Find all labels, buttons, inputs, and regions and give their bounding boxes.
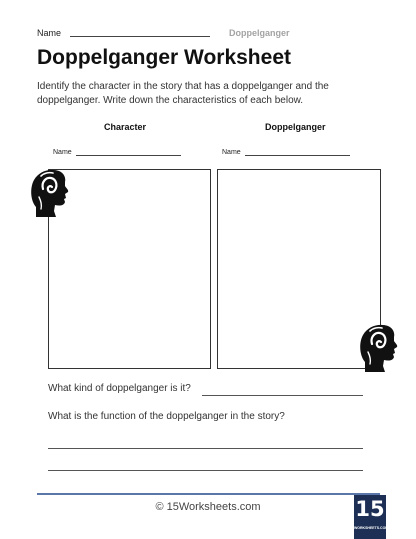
answer-line-kind[interactable] — [202, 395, 363, 396]
character-box[interactable] — [48, 169, 211, 369]
topic-tag: Doppelganger — [229, 28, 290, 38]
site-logo[interactable] — [354, 495, 389, 539]
logo-number: 15 — [355, 497, 385, 521]
doppelganger-name-line[interactable] — [245, 155, 350, 156]
head-silhouette-icon — [29, 167, 69, 219]
name-write-line[interactable] — [70, 36, 210, 37]
name-label: Name — [37, 28, 62, 38]
doppelganger-heading: Doppelganger — [265, 122, 326, 132]
footer-copyright: © 15Worksheets.com — [155, 501, 261, 513]
instructions: Identify the character in the story that has a doppelganger and the doppelganger. Write down the characteristics of each below. — [37, 81, 329, 106]
question-kind: What kind of doppelganger is it? — [48, 383, 191, 394]
page-title: Doppelganger Worksheet — [37, 46, 291, 69]
doppelganger-name-label: Name — [222, 149, 241, 156]
answer-line-function-1[interactable] — [48, 448, 363, 449]
logo-text: WORKSHEETS.COM — [354, 526, 389, 530]
character-name-line[interactable] — [76, 155, 181, 156]
answer-line-function-2[interactable] — [48, 470, 363, 471]
character-name-label: Name — [53, 149, 72, 156]
footer-divider — [37, 493, 380, 495]
character-heading: Character — [104, 122, 147, 132]
question-function: What is the function of the doppelganger in the story? — [48, 411, 285, 422]
doppelganger-box[interactable] — [217, 169, 381, 369]
head-silhouette-icon — [358, 322, 398, 374]
